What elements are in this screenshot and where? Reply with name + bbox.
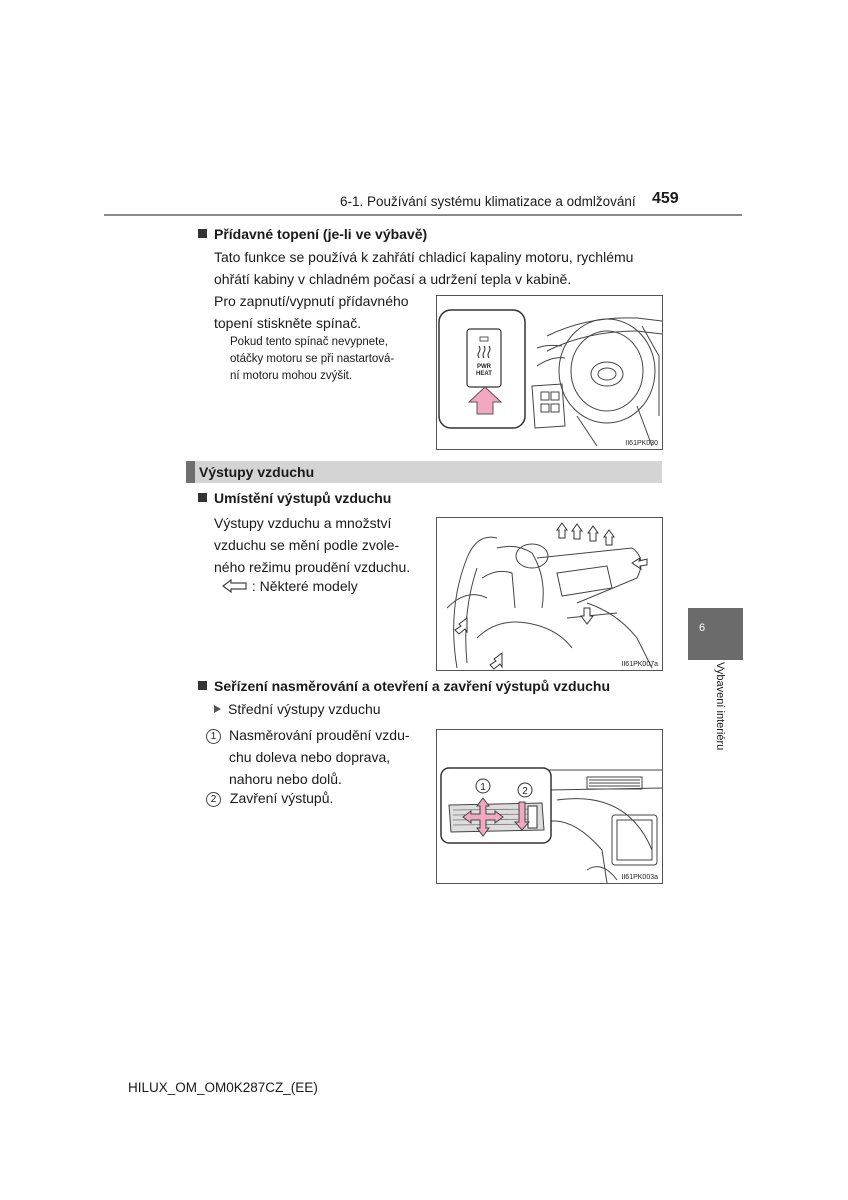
item1-line: chu doleva nebo doprava, [229, 749, 391, 765]
location-line: vzduchu se mění podle zvole- [214, 537, 400, 553]
footer-document-code: HILUX_OM_OM0K287CZ_(EE) [128, 1080, 318, 1095]
heater-note-line: otáčky motoru se při nastartová- [230, 353, 395, 365]
center-vents-figure [436, 729, 663, 884]
heater-instruction-line: Pro zapnutí/vypnutí přídavného [214, 293, 409, 309]
dashboard-switch-illustration [437, 296, 662, 449]
bullet-square-icon [198, 681, 207, 690]
center-vent-illustration [437, 730, 662, 883]
heater-switch-figure [436, 295, 663, 450]
heater-note [230, 334, 394, 385]
heater-instruction-line: topení stiskněte spínač. [214, 315, 362, 331]
bullet-square-icon [198, 493, 207, 502]
center-vents-item [214, 698, 381, 720]
heater-note-line: ní motoru mohou zvýšit. [230, 370, 353, 382]
item2-text: Zavření výstupů. [229, 790, 334, 806]
adjust-heading: Seřízení nasměrování a otevření a zavření výstupů vzduchu [214, 678, 611, 694]
callout-1: 1 [480, 782, 486, 793]
adjust-heading-block [198, 678, 610, 694]
callout-2: 2 [522, 786, 528, 797]
adjust-item-1 [206, 724, 221, 746]
air-outlets-location-figure [436, 517, 663, 671]
some-models-arrow-icon [222, 579, 248, 593]
item1-line: Nasměrování proudění vzdu- [229, 727, 410, 743]
heater-intro [214, 246, 633, 290]
heater-intro-line: Tato funkce se používá k zahřátí chladicí kapaliny motoru, rychlému [214, 249, 634, 265]
section-header-air-outlets [186, 461, 662, 483]
page-number: 459 [652, 190, 679, 207]
figure-code: II61PK030 [625, 440, 658, 447]
adjust-item-1-text [229, 724, 425, 790]
triangle-bullet-icon [214, 705, 221, 713]
section-title: Výstupy vzduchu [199, 464, 315, 480]
legend-text: : Některé modely [251, 578, 358, 594]
item-number-badge: 2 [206, 792, 221, 807]
figure-code: II61PK007a [621, 661, 658, 668]
header-divider [104, 214, 742, 216]
center-vents-label: Střední výstupy vzduchu [228, 701, 381, 717]
location-line: Výstupy vzduchu a množství [214, 515, 392, 531]
header-section-title: 6-1. Používání systému klimatizace a odmlžování [340, 194, 636, 209]
bullet-square-icon [198, 229, 207, 238]
legend [222, 575, 358, 597]
heater-instruction [214, 290, 409, 334]
location-heading-block [198, 490, 391, 506]
adjust-item-2 [206, 787, 333, 809]
location-description [214, 512, 424, 578]
item1-line: nahoru nebo dolů. [229, 771, 342, 787]
chapter-tab [688, 608, 743, 660]
chapter-number: 6 [699, 622, 706, 634]
item-number-badge: 1 [206, 729, 221, 744]
heater-intro-line: ohřátí kabiny v chladném počasí a udržení tepla v kabině. [214, 271, 572, 287]
location-line: ného režimu proudění vzduchu. [214, 559, 411, 575]
cabin-air-outlets-illustration [437, 518, 662, 670]
switch-label-heat: HEAT [476, 371, 492, 377]
heater-note-line: Pokud tento spínač nevypnete, [230, 336, 388, 348]
heater-heading: Přídavné topení (je-li ve výbavě) [214, 226, 428, 242]
chapter-label: Vybavení interiéru [714, 662, 726, 751]
figure-code: II61PK003a [621, 874, 658, 881]
switch-label-pwr: PWR [477, 364, 491, 370]
location-heading: Umístění výstupů vzduchu [214, 490, 392, 506]
heater-heading-block [198, 226, 427, 242]
